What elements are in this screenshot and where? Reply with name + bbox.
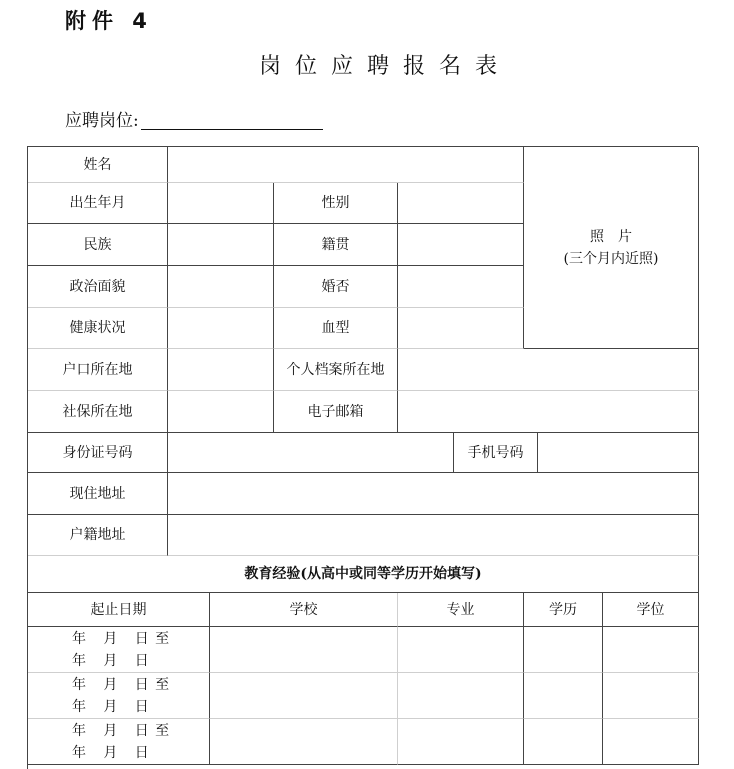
- date-line-end: 年 月 日: [72, 744, 150, 761]
- value-phone[interactable]: [538, 433, 699, 473]
- value-name[interactable]: [168, 147, 524, 183]
- education-row-2-academic-degree[interactable]: [603, 673, 699, 719]
- value-blood-type[interactable]: [398, 308, 524, 349]
- education-row-3-dates[interactable]: [28, 719, 210, 765]
- value-id-number[interactable]: [168, 433, 454, 473]
- education-row-1-degree[interactable]: [524, 627, 603, 673]
- label-current-address: 现住地址: [28, 473, 168, 515]
- form-title: 岗位应聘报名表: [258, 54, 511, 79]
- label-hukou-location: 户口所在地: [28, 349, 168, 391]
- label-gender: 性别: [274, 183, 398, 224]
- education-row-2-major[interactable]: [398, 673, 524, 719]
- value-health[interactable]: [168, 308, 274, 349]
- value-email[interactable]: [398, 391, 699, 433]
- value-political-status[interactable]: [168, 266, 274, 308]
- education-col-degree: 学历: [524, 593, 603, 627]
- position-row: [65, 104, 323, 132]
- label-phone: 手机号码: [454, 433, 538, 473]
- value-ethnicity[interactable]: [168, 224, 274, 266]
- label-name: 姓名: [28, 147, 168, 183]
- label-blood-type: 血型: [274, 308, 398, 349]
- label-native-place: 籍贯: [274, 224, 398, 266]
- education-row-3-academic-degree[interactable]: [603, 719, 699, 765]
- value-archive-location[interactable]: [398, 349, 699, 391]
- education-row-2-school[interactable]: [210, 673, 398, 719]
- education-row-1-academic-degree[interactable]: [603, 627, 699, 673]
- education-row-2-dates[interactable]: [28, 673, 210, 719]
- label-email: 电子邮箱: [274, 391, 398, 433]
- application-form-table: [27, 146, 698, 769]
- value-marital-status[interactable]: [398, 266, 524, 308]
- label-id-number: 身份证号码: [28, 433, 168, 473]
- date-line-start: 年 月 日 至: [72, 630, 171, 647]
- date-line-end: 年 月 日: [72, 652, 150, 669]
- education-row-1-dates[interactable]: [28, 627, 210, 673]
- photo-box[interactable]: [524, 147, 699, 349]
- label-social-security-location: 社保所在地: [28, 391, 168, 433]
- label-ethnicity: 民族: [28, 224, 168, 266]
- education-row-1-major[interactable]: [398, 627, 524, 673]
- education-row-2-degree[interactable]: [524, 673, 603, 719]
- education-col-school: 学校: [210, 593, 398, 627]
- value-birth[interactable]: [168, 183, 274, 224]
- label-birth: 出生年月: [28, 183, 168, 224]
- label-archive-location: 个人档案所在地: [274, 349, 398, 391]
- photo-label: 照片: [590, 228, 646, 245]
- label-political-status: 政治面貌: [28, 266, 168, 308]
- value-current-address[interactable]: [168, 473, 699, 515]
- education-section-title: 教育经验(从高中或同等学历开始填写): [28, 556, 699, 593]
- photo-note: (三个月内近照): [563, 250, 659, 267]
- value-social-security-location[interactable]: [168, 391, 274, 433]
- value-hukou-location[interactable]: [168, 349, 274, 391]
- value-native-place[interactable]: [398, 224, 524, 266]
- position-input-line[interactable]: [141, 107, 323, 130]
- value-gender[interactable]: [398, 183, 524, 224]
- position-label: 应聘岗位:: [65, 110, 139, 131]
- value-household-address[interactable]: [168, 515, 699, 556]
- education-col-dates: 起止日期: [28, 593, 210, 627]
- label-marital-status: 婚否: [274, 266, 398, 308]
- education-row-1-school[interactable]: [210, 627, 398, 673]
- education-row-3-major[interactable]: [398, 719, 524, 765]
- education-row-3-degree[interactable]: [524, 719, 603, 765]
- date-line-start: 年 月 日 至: [72, 722, 171, 739]
- label-household-address: 户籍地址: [28, 515, 168, 556]
- label-health: 健康状况: [28, 308, 168, 349]
- education-col-major: 专业: [398, 593, 524, 627]
- date-line-end: 年 月 日: [72, 698, 150, 715]
- date-line-start: 年 月 日 至: [72, 676, 171, 693]
- attachment-label: 附件 4: [65, 9, 153, 33]
- education-row-3-school[interactable]: [210, 719, 398, 765]
- education-col-academic-degree: 学位: [603, 593, 699, 627]
